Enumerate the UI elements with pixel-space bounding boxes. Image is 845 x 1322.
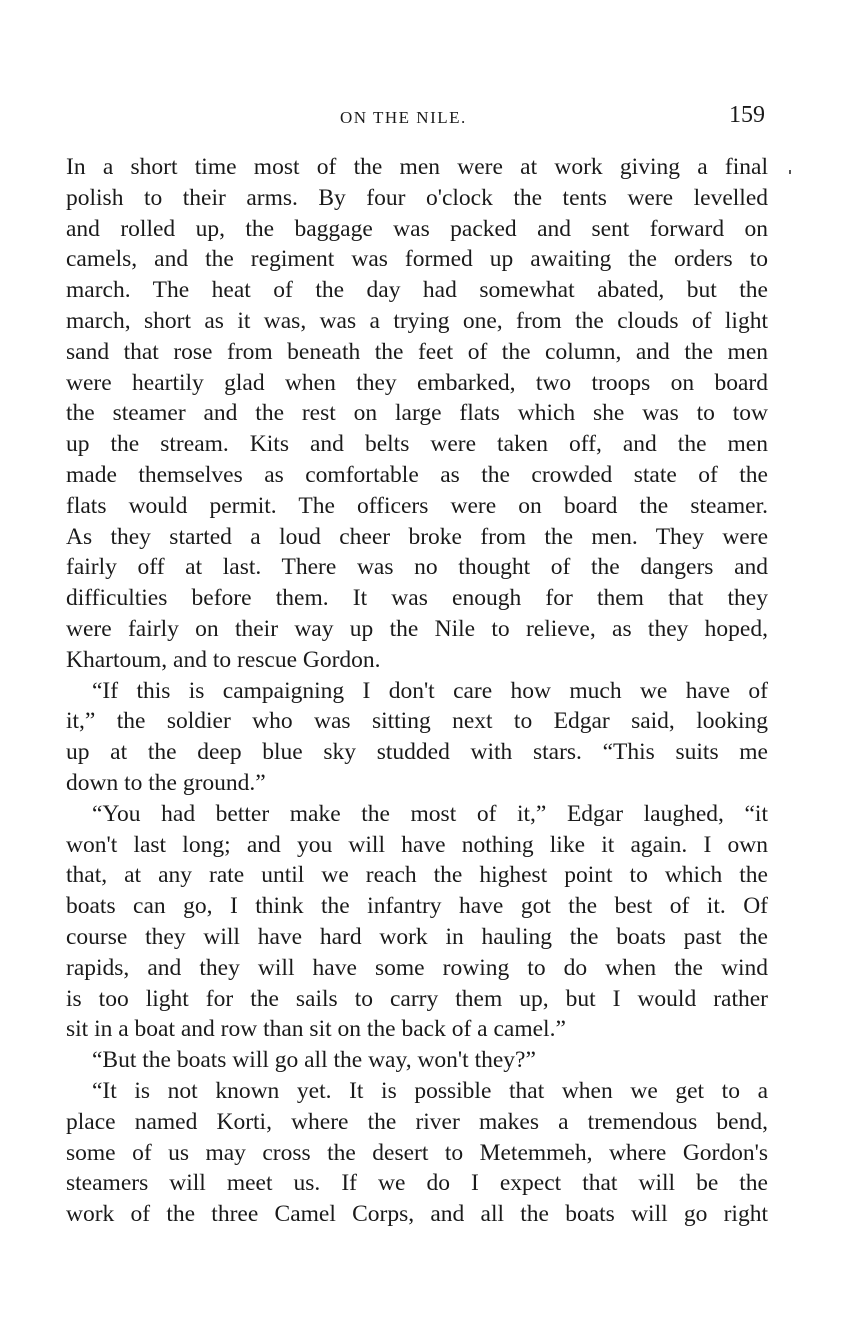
text-line: boats can go, I think the infantry have got the best of it. Of — [66, 893, 768, 920]
body-text — [66, 152, 768, 1230]
text-line: polish to their arms. By four o'clock the tents were levelled — [66, 184, 768, 211]
text-line: place named Korti, where the river makes a tremendous bend, — [66, 1108, 768, 1135]
text-line: and rolled up, the baggage was packed and sent forward on — [66, 215, 768, 242]
text-line: were heartily glad when they embarked, two troops on board — [66, 369, 768, 396]
text-line: made themselves as comfortable as the crowded state of the — [66, 461, 768, 488]
text-line: is too light for the sails to carry them up, but I would rather — [66, 985, 768, 1012]
text-line: “If this is campaigning I don't care how much we have of — [92, 677, 768, 704]
text-line: some of us may cross the desert to Metemmeh, where Gordon's — [66, 1139, 768, 1166]
text-line: the steamer and the rest on large flats which she was to tow — [66, 400, 768, 427]
text-line: In a short time most of the men were at work giving a final — [66, 154, 768, 180]
text-line: “But the boats will go all the way, won't they?” — [92, 1047, 536, 1074]
text-line: rapids, and they will have some rowing to do when the wind — [66, 954, 768, 981]
text-line: that, at any rate until we reach the highest point to which the — [66, 862, 768, 889]
running-header — [0, 98, 845, 134]
text-line: “You had better make the most of it,” Edgar laughed, “it — [92, 800, 768, 827]
text-line: were fairly on their way up the Nile to relieve, as they hoped, — [66, 615, 768, 642]
text-line: won't last long; and you will have nothing like it again. I own — [66, 831, 768, 858]
text-line: As they started a loud cheer broke from the men. They were — [66, 523, 768, 550]
text-line: up the stream. Kits and belts were taken off, and the men — [66, 431, 768, 458]
print-speck — [789, 170, 791, 174]
text-line: up at the deep blue sky studded with stars. “This suits me — [66, 739, 768, 766]
text-line: sit in a boat and row than sit on the back of a camel.” — [66, 1016, 566, 1043]
text-line: difficulties before them. It was enough for them that they — [66, 585, 768, 612]
running-title: ON THE NILE. — [340, 108, 467, 127]
text-line: flats would permit. The officers were on board the steamer. — [66, 492, 768, 519]
text-line: “It is not known yet. It is possible that when we get to a — [92, 1077, 768, 1104]
page-number: 159 — [729, 102, 765, 128]
text-line: steamers will meet us. If we do I expect that will be the — [66, 1170, 768, 1197]
text-line: sand that rose from beneath the feet of the column, and the men — [66, 338, 768, 365]
text-line: work of the three Camel Corps, and all the boats will go right — [66, 1201, 768, 1228]
text-line: Khartoum, and to rescue Gordon. — [66, 646, 381, 673]
text-line: down to the ground.” — [66, 769, 266, 796]
text-line: fairly off at last. There was no thought of the dangers and — [66, 554, 768, 581]
text-line: it,” the soldier who was sitting next to Edgar said, looking — [66, 708, 768, 735]
text-line: course they will have hard work in hauling the boats past the — [66, 923, 768, 950]
text-line: march. The heat of the day had somewhat abated, but the — [66, 277, 768, 304]
text-line: march, short as it was, was a trying one, from the clouds of light — [66, 307, 768, 334]
text-line: camels, and the regiment was formed up awaiting the orders to — [66, 246, 768, 273]
